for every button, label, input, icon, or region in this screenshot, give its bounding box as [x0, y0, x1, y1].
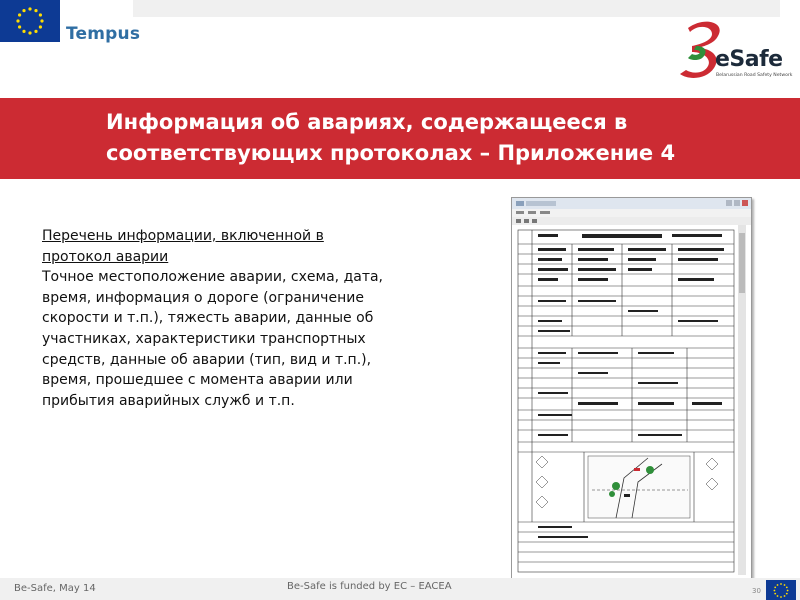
- body-paragraph: Точное местоположение аварии, схема, дата, время, информация о дороге (ограничение скорости и т.п.), тяжесть аварии, данные об участниках, характеристики транспортных средств, данные об аварии (тип, вид и т.п.), время, прошедшее с момента аварии или прибытия аварийных служб и т.п.: [42, 269, 384, 409]
- slide-title-line-2: соответствующих протоколах – Приложение 4: [106, 141, 676, 165]
- page-number: 30: [752, 587, 761, 595]
- esafe-logo-subtitle: Belarussian Road Safety Network: [716, 73, 793, 78]
- tempus-logo-text: Tempus: [66, 24, 141, 44]
- crash-report-form-image: [511, 197, 752, 579]
- body-heading-line-1: Перечень информации, включенной в: [42, 228, 324, 244]
- body-heading-line-2: протокол аварии: [42, 248, 169, 265]
- eu-flag-small-icon: [766, 580, 796, 600]
- header-band: [133, 0, 780, 17]
- footer-date: Be-Safe, May 14: [14, 583, 96, 594]
- eu-flag-logo: [0, 0, 60, 42]
- slide-title-line-1: Информация об авариях, содержащееся в: [106, 110, 628, 134]
- esafe-logo-text: eSafe: [715, 47, 783, 72]
- footer-funding: Be-Safe is funded by EC – EACEA: [287, 581, 452, 592]
- body-text-block: [42, 226, 414, 411]
- slide-title: [106, 107, 786, 169]
